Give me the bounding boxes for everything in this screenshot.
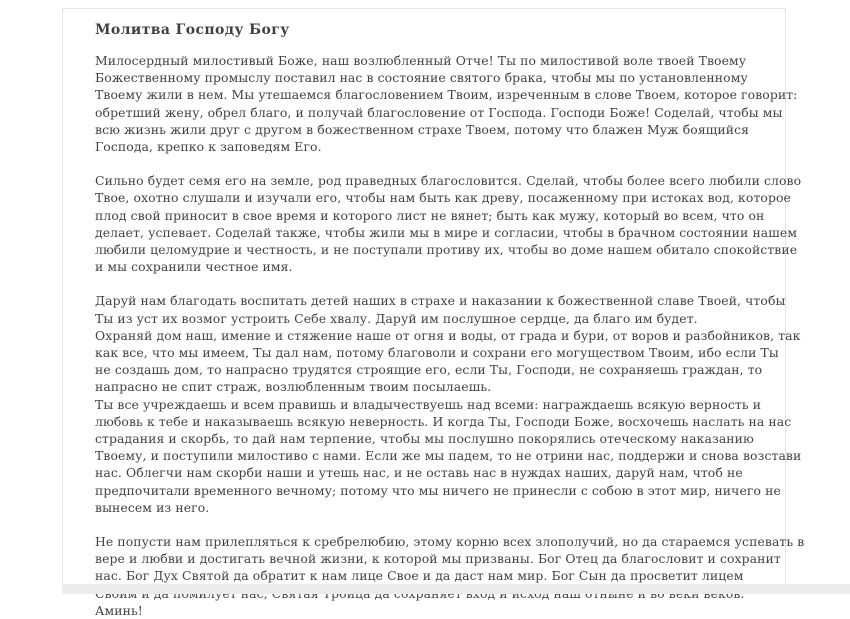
text-line: Господа, крепко к заповедям Его. xyxy=(95,139,322,155)
text-line: Не попусти нам прилепляться к сребрелюбию, этому корню всех злополучий, но да стараемся успевать в xyxy=(95,534,805,550)
text-line: обретший жену, обрел благо, и получай благословение от Господа. Господи Боже! Соделай, чтобы мы xyxy=(95,104,783,120)
text-line: Твое, охотно слушали и изучали его, чтобы нам быть как древу, посаженному при истоках вод, которое xyxy=(95,190,791,206)
document-page xyxy=(62,8,805,618)
text-line: Милосердный милостивый Боже, наш возлюбленный Отче! Ты по милостивой воле твоей Твоему xyxy=(95,53,747,68)
text-line: вере и любви и достигать вечной жизни, к которой мы призваны. Бог Отец да благословит и сохранит xyxy=(95,551,781,567)
text-line: Ты все учреждаешь и всем правишь и владычествуешь над всеми: награждаешь всякую верность и xyxy=(95,396,762,412)
text-line: напрасно не спит страж, возлюбленным твоим посылаешь. xyxy=(95,379,492,395)
paragraph xyxy=(95,172,802,275)
text-line: как все, что мы имеем, Ты дал нам, потому благоволи и сохрани его могуществом Твоим, ибо если Ты xyxy=(95,345,779,361)
text-line: любовь к тебе и наказываешь всякую неверность. И когда Ты, Господи Боже, восхочешь наслать на нас xyxy=(95,413,792,429)
paragraph xyxy=(95,533,805,619)
text-line: Охраняй дом наш, имение и стяжение наше от огня и воды, от града и бури, от воров и разбойников, так xyxy=(95,327,801,343)
paragraph xyxy=(95,292,802,516)
page-title: Молитва Господу Богу xyxy=(95,22,290,38)
text-line: страдания и скорбь, то дай нам терпение, чтобы мы послушно покорялись отеческому наказанию xyxy=(95,431,754,447)
text-line: любили целомудрие и честность, и не поступали противу их, чтобы во доме нашем обитало спокойствие xyxy=(95,242,798,258)
text-line: вынесем из него. xyxy=(95,499,210,515)
text-line: плод свой приносит в свое время и которого лист не вянет; быть как мужу, который во всем, что он xyxy=(95,207,765,223)
text-line: Аминь! xyxy=(95,602,143,618)
text-line: не создашь дом, то напрасно трудятся строящие его, если Ты, Господи, не сохраняешь граждан, то xyxy=(95,362,763,378)
text-line: Ты из уст их возмог устроить Себе хвалу. Даруй им послушное сердце, да благо им будет. xyxy=(95,310,698,326)
paragraph xyxy=(95,52,798,155)
text-line: предпочитали временного вечному; потому что мы ничего не принесли с собою в этот мир, ничего не xyxy=(95,482,781,498)
text-line: делает, успевает. Соделай также, чтобы жили мы в мире и согласии, чтобы в брачном состоянии нашем xyxy=(95,224,798,240)
bottom-strip xyxy=(62,584,850,594)
text-line: нас. Бог Дух Святой да обратит к нам лице Свое и да даст нам мир. Бог Сын да просветит лицем xyxy=(95,568,744,584)
prayer-body xyxy=(95,52,805,619)
text-line: Даруй нам благодать воспитать детей наших в страхе и наказании к божественной славе Твоей, чтобы xyxy=(95,293,786,309)
text-line: Твоему жили в нем. Мы утешаемся благословением Твоим, изреченным в слове Твоем, которое говорит: xyxy=(95,87,798,103)
text-line: Божественному промыслу поставил нас в состояние святого брака, чтобы мы по установленному xyxy=(95,70,748,86)
text-line: и мы сохранили честное имя. xyxy=(95,259,293,275)
text-line: Твоему, и поступили милостиво с нами. Если же мы падем, то не отрини нас, поддержи и снова возстави xyxy=(95,448,802,464)
text-line: нас. Облегчи нам скорби наши и утешь нас, и не оставь нас в нуждах наших, даруй нам, чтоб не xyxy=(95,465,743,481)
text-line: всю жизнь жили друг с другом в божественном страхе Твоем, потому что блажен Муж боящийся xyxy=(95,121,750,137)
text-line: Сильно будет семя его на земле, род праведных благословится. Сделай, чтобы более всего любили слово xyxy=(95,173,802,189)
